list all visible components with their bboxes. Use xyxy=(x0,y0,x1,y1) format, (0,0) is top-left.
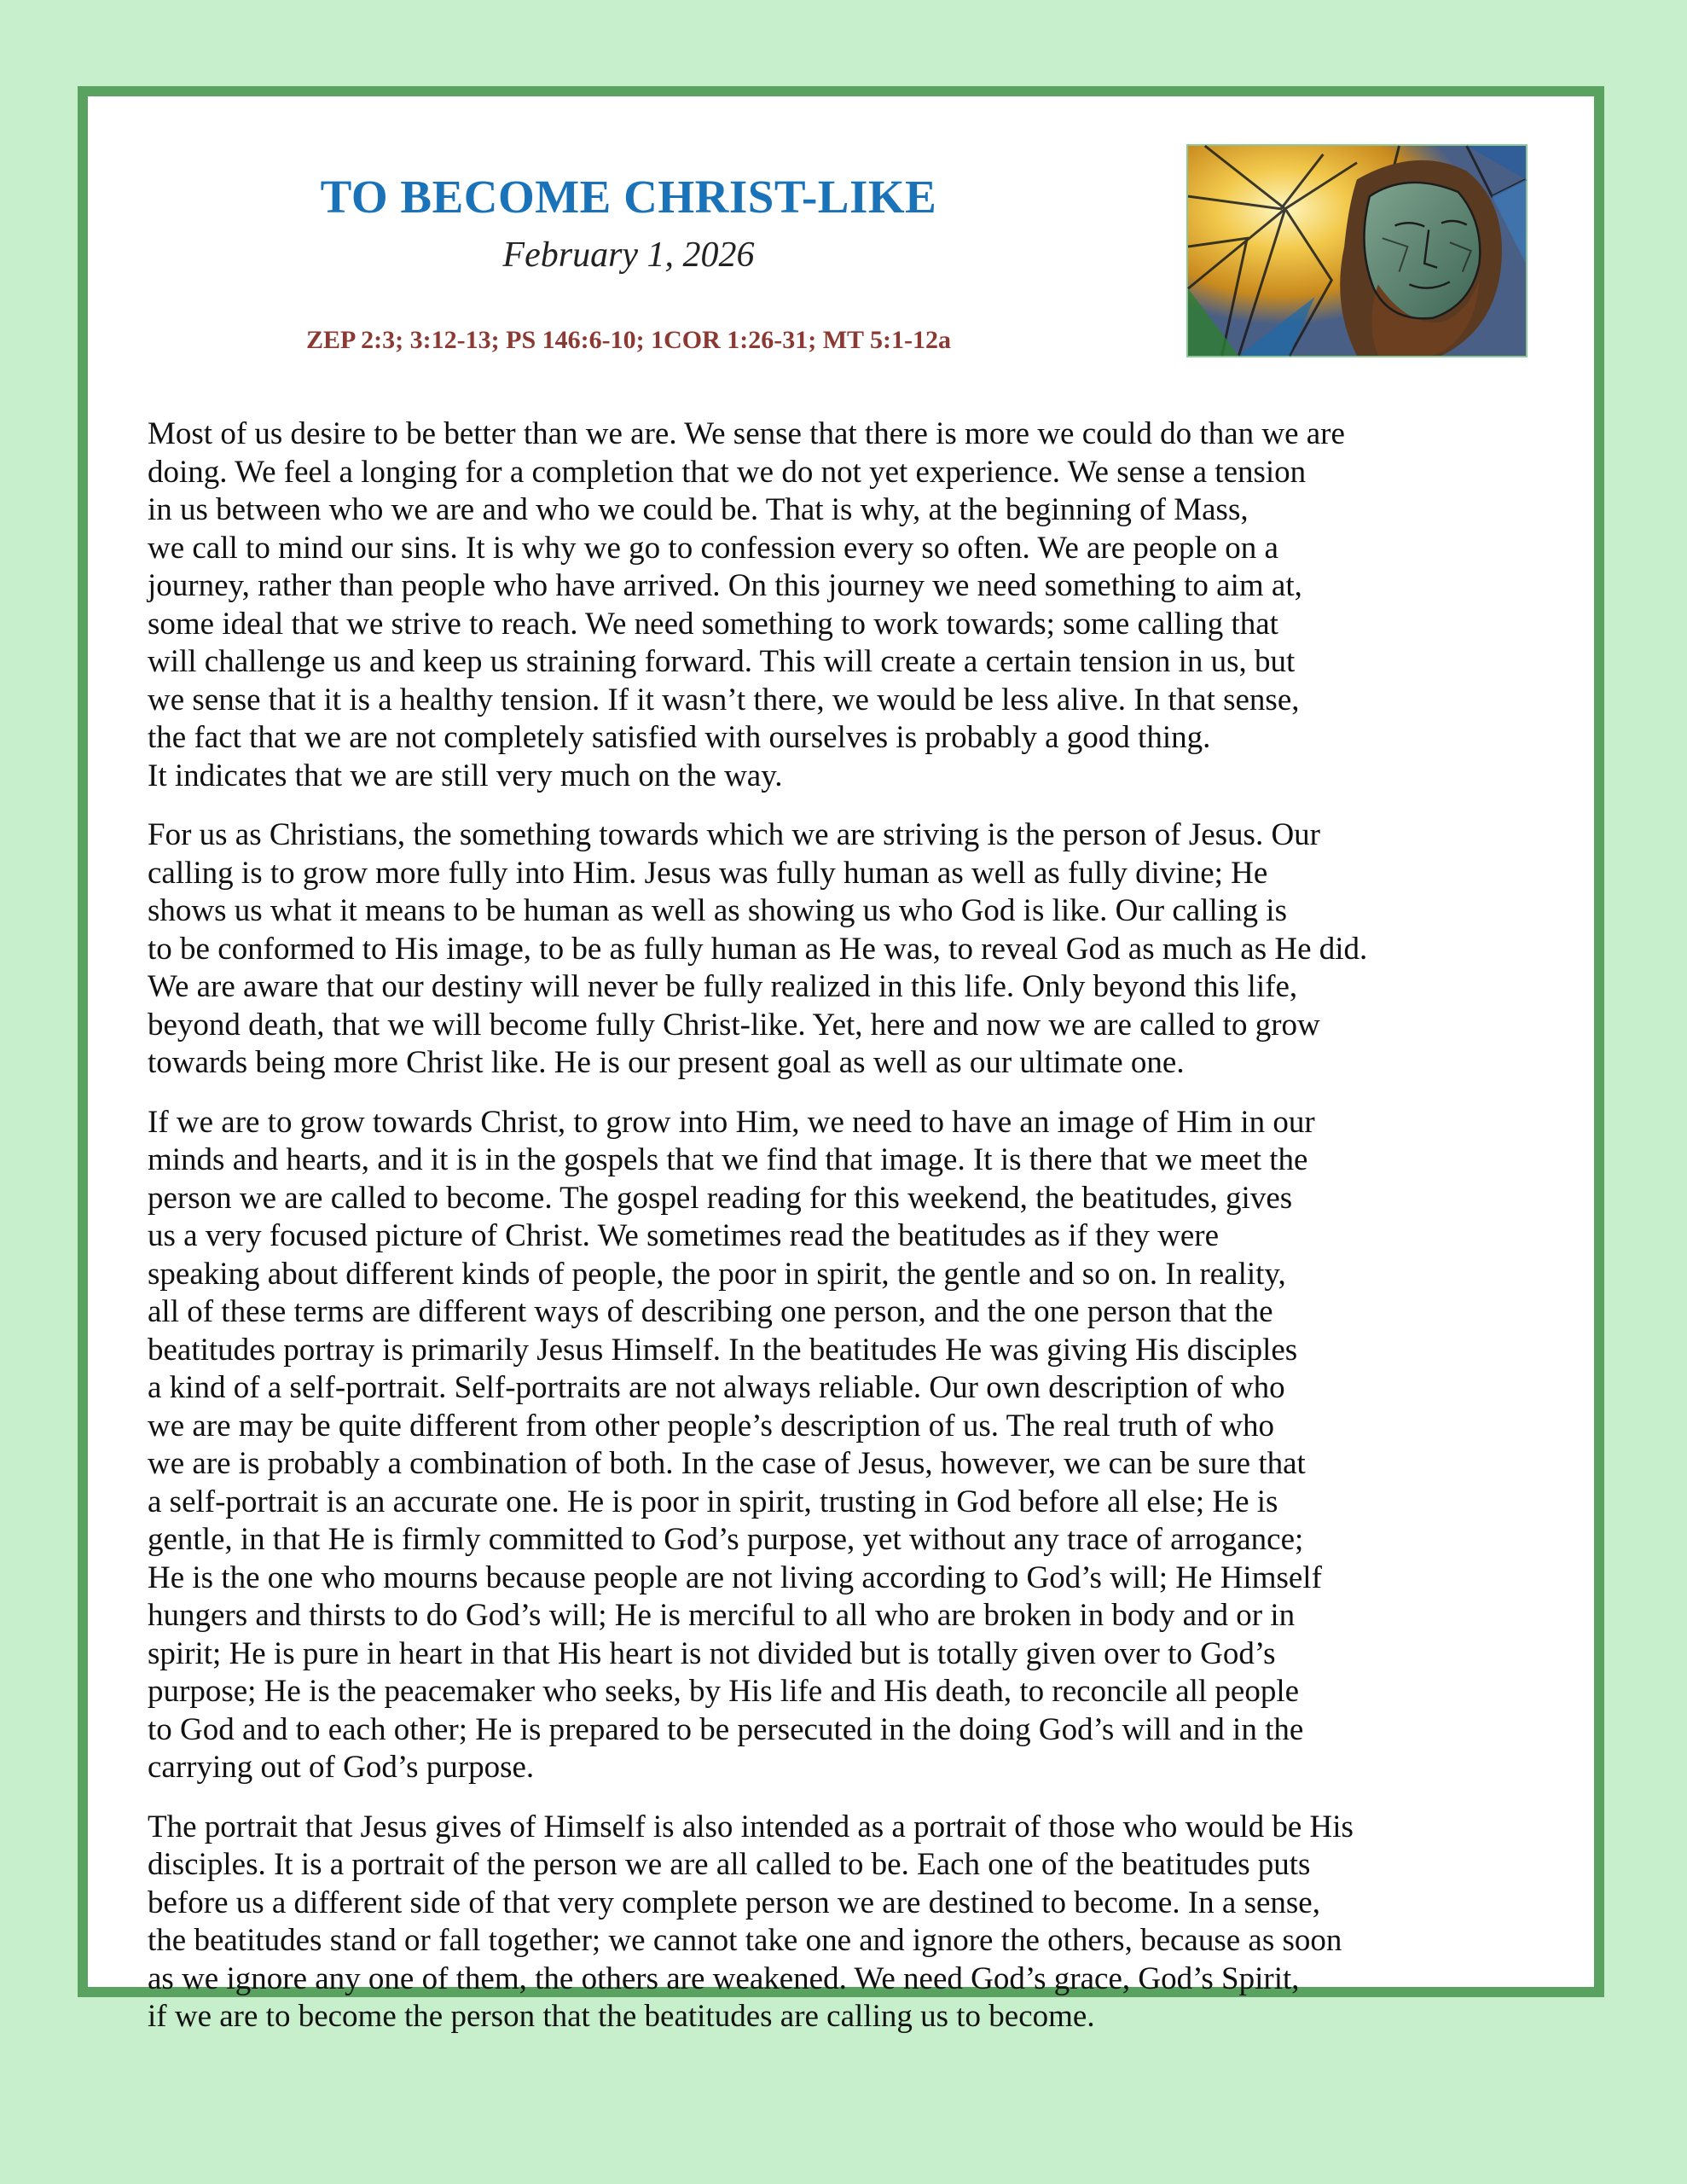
text-line: in us between who we are and who we could be. That is why, at the beginning of Mass, xyxy=(148,492,1249,527)
text-line: the beatitudes stand or fall together; we cannot take one and ignore the others, because as soon xyxy=(148,1923,1342,1958)
paragraph xyxy=(148,415,1572,795)
text-line: we call to mind our sins. It is why we go to confession every so often. We are people on a xyxy=(148,530,1278,566)
text-line: speaking about different kinds of people, the poor in spirit, the gentle and so on. In reality, xyxy=(148,1256,1286,1292)
text-line: minds and hearts, and it is in the gospels that we find that image. It is there that we meet the xyxy=(148,1142,1308,1177)
text-line: we sense that it is a healthy tension. If it wasn’t there, we would be less alive. In that sense, xyxy=(148,682,1300,717)
text-line: if we are to become the person that the beatitudes are calling us to become. xyxy=(148,1999,1095,2034)
homily-text xyxy=(148,415,1572,2058)
text-line: we are is probably a combination of both. In the case of Jesus, however, we can be sure that xyxy=(148,1446,1306,1481)
paragraph xyxy=(148,816,1572,1083)
bulletin-page xyxy=(78,86,1604,2034)
text-line: Most of us desire to be better than we are. We sense that there is more we could do than we are xyxy=(148,416,1345,451)
text-line: a self-portrait is an accurate one. He is poor in spirit, trusting in God before all else; He is xyxy=(148,1484,1278,1519)
text-line: us a very focused picture of Christ. We sometimes read the beatitudes as if they were xyxy=(148,1218,1219,1253)
text-line: some ideal that we strive to reach. We need something to work towards; some calling that xyxy=(148,606,1278,642)
text-line: to God and to each other; He is prepared to be persecuted in the doing God’s will and in the xyxy=(148,1711,1304,1747)
text-line: beatitudes portray is primarily Jesus Himself. In the beatitudes He was giving His disciples xyxy=(148,1332,1298,1368)
page-date: February 1, 2026 xyxy=(502,235,755,275)
text-line: as we ignore any one of them, the others are weakened. We need God’s grace, God’s Spirit, xyxy=(148,1960,1300,1996)
text-line: a kind of a self-portrait. Self-portraits are not always reliable. Our own description of who xyxy=(148,1370,1285,1405)
text-line: towards being more Christ like. He is our present goal as well as our ultimate one. xyxy=(148,1045,1185,1080)
text-line: disciples. It is a portrait of the person we are all called to be. Each one of the beatitudes puts xyxy=(148,1847,1311,1882)
text-line: calling is to grow more fully into Him. Jesus was fully human as well as fully divine; He xyxy=(148,855,1268,891)
text-line: the fact that we are not completely satisfied with ourselves is probably a good thing. xyxy=(148,720,1211,755)
text-line: we are may be quite different from other people’s description of us. The real truth of who xyxy=(148,1408,1274,1443)
text-line: all of these terms are different ways of describing one person, and the one person that the xyxy=(148,1294,1273,1329)
text-line: The portrait that Jesus gives of Himself is also intended as a portrait of those who would be His xyxy=(148,1809,1354,1844)
text-line: gentle, in that He is firmly committed to God’s purpose, yet without any trace of arrogance; xyxy=(148,1522,1304,1557)
text-line: doing. We feel a longing for a completion that we do not yet experience. We sense a tension xyxy=(148,454,1307,490)
text-line: We are aware that our destiny will never be fully realized in this life. Only beyond this life, xyxy=(148,969,1298,1004)
text-line: beyond death, that we will become fully Christ-like. Yet, here and now we are called to grow xyxy=(148,1007,1320,1043)
paragraph xyxy=(148,1104,1572,1787)
text-line: For us as Christians, the something towards which we are striving is the person of Jesus. Our xyxy=(148,817,1320,852)
text-line: will challenge us and keep us straining forward. This will create a certain tension in us, but xyxy=(148,644,1296,679)
text-line: spirit; He is pure in heart in that His heart is not divided but is totally given over to God’s xyxy=(148,1635,1276,1671)
text-line: carrying out of God’s purpose. xyxy=(148,1750,535,1785)
text-line: purpose; He is the peacemaker who seeks, by His life and His death, to reconcile all people xyxy=(148,1674,1300,1709)
text-line: He is the one who mourns because people are not living according to God’s will; He Himself xyxy=(148,1560,1322,1595)
text-line: before us a different side of that very complete person we are destined to become. In a sense, xyxy=(148,1885,1320,1920)
text-line: shows us what it means to be human as well as showing us who God is like. Our calling is xyxy=(148,893,1287,928)
text-line: journey, rather than people who have arrived. On this journey we need something to aim at, xyxy=(148,568,1302,603)
paragraph xyxy=(148,1809,1572,2036)
text-line: hungers and thirsts to do God’s will; He is merciful to all who are broken in body and or in xyxy=(148,1598,1296,1633)
text-line: to be conformed to His image, to be as fully human as He was, to reveal God as much as He did. xyxy=(148,931,1368,967)
page-title: TO BECOME CHRIST-LIKE xyxy=(320,171,937,223)
scripture-readings: ZEP 2:3; 3:12-13; PS 146:6-10; 1COR 1:26-31; MT 5:1-12a xyxy=(305,326,952,354)
text-line: person we are called to become. The gospel reading for this weekend, the beatitudes, gives xyxy=(148,1180,1293,1216)
text-line: If we are to grow towards Christ, to grow into Him, we need to have an image of Him in our xyxy=(148,1104,1315,1140)
stained-glass-jesus-icon xyxy=(1186,144,1528,357)
text-line: It indicates that we are still very much on the way. xyxy=(148,758,783,793)
